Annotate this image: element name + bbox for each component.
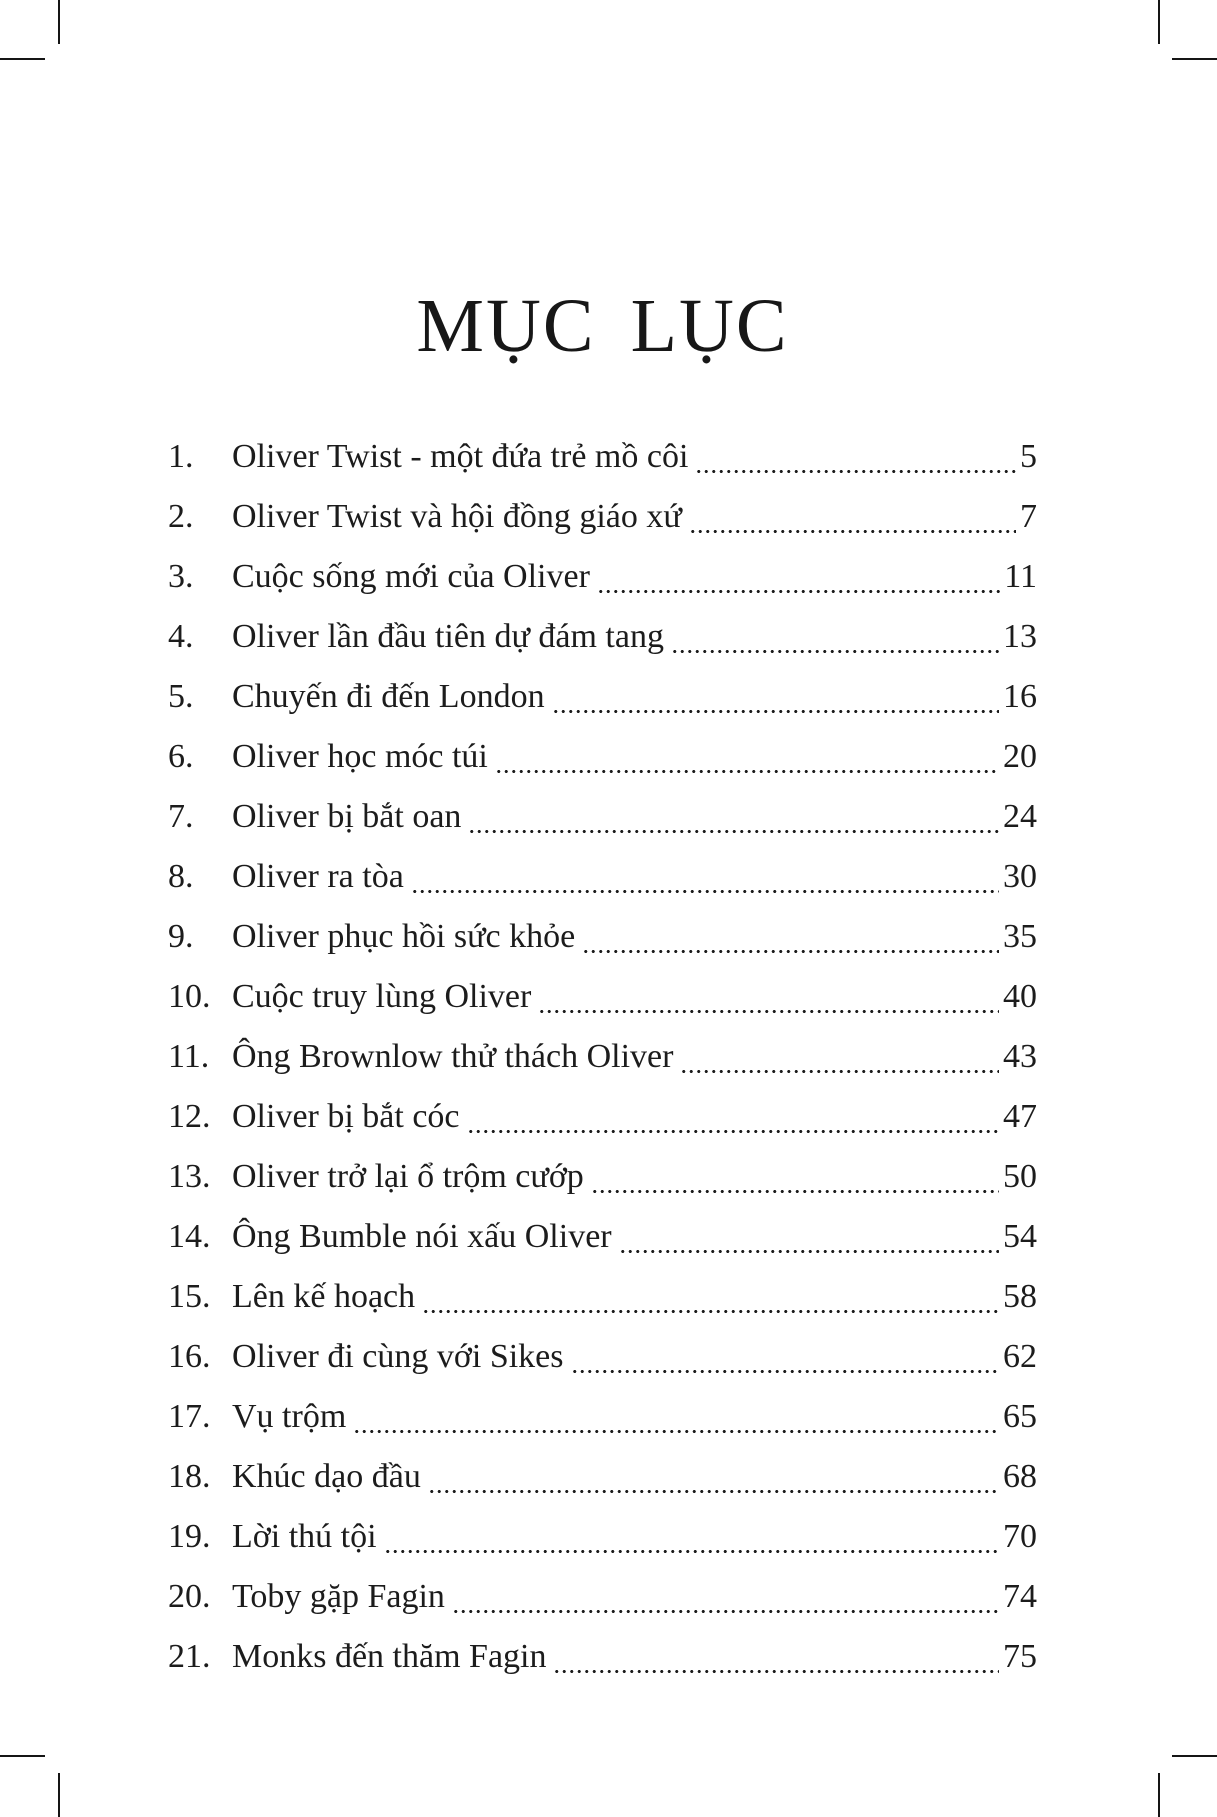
entry-title: Oliver lần đầu tiên dự đám tang (232, 618, 664, 655)
toc-entry (168, 427, 1037, 487)
entry-title: Oliver Twist và hội đồng giáo xứ (232, 498, 682, 535)
entry-page-number: 20 (1003, 738, 1037, 775)
toc-entry (168, 1267, 1037, 1327)
toc-entry (168, 727, 1037, 787)
entry-number: 15. (168, 1278, 211, 1315)
toc-entry (168, 1027, 1037, 1087)
entry-number: 13. (168, 1158, 211, 1195)
crop-mark-top-left-vertical (58, 0, 60, 44)
dot-leader (689, 487, 1016, 547)
entry-title: Oliver Twist - một đứa trẻ mồ côi (232, 438, 689, 475)
entry-title: Oliver đi cùng với Sikes (232, 1338, 564, 1375)
entry-page-number: 74 (1003, 1578, 1037, 1615)
crop-mark-bottom-left-horizontal (0, 1755, 45, 1757)
entry-page-number: 70 (1003, 1518, 1037, 1555)
toc-entry (168, 967, 1037, 1027)
entry-page-number: 65 (1003, 1398, 1037, 1435)
toc-entry (168, 1207, 1037, 1267)
toc-entry (168, 1447, 1037, 1507)
entry-title: Lên kế hoạch (232, 1278, 416, 1315)
entry-title: Khúc dạo đầu (232, 1458, 421, 1495)
entry-title: Oliver học móc túi (232, 738, 488, 775)
dot-leader (384, 1507, 999, 1567)
entry-title: Ông Brownlow thử thách Oliver (232, 1038, 674, 1075)
entry-title: Lời thú tội (232, 1518, 377, 1555)
dot-leader (619, 1207, 999, 1267)
entry-title: Chuyến đi đến London (232, 678, 545, 715)
entry-number: 11. (168, 1038, 210, 1075)
dot-leader (452, 1567, 999, 1627)
entry-title: Oliver trở lại ổ trộm cướp (232, 1158, 584, 1195)
toc-entry (168, 547, 1037, 607)
dot-leader (680, 1027, 999, 1087)
entry-number: 5. (168, 678, 194, 715)
entry-title: Oliver bị bắt oan (232, 798, 462, 835)
entry-title: Ông Bumble nói xấu Oliver (232, 1218, 612, 1255)
toc-entry (168, 1627, 1037, 1687)
entry-title: Monks đến thăm Fagin (232, 1638, 547, 1675)
entry-number: 20. (168, 1578, 211, 1615)
entry-page-number: 7 (1020, 498, 1037, 535)
entry-number: 1. (168, 438, 194, 475)
entry-page-number: 62 (1003, 1338, 1037, 1375)
dot-leader (695, 427, 1016, 487)
dot-leader (552, 667, 999, 727)
entry-page-number: 16 (1003, 678, 1037, 715)
entry-page-number: 35 (1003, 918, 1037, 955)
entry-number: 16. (168, 1338, 211, 1375)
dot-leader (468, 787, 999, 847)
dot-leader (582, 907, 999, 967)
dot-leader (467, 1087, 999, 1147)
entry-number: 18. (168, 1458, 211, 1495)
entry-page-number: 40 (1003, 978, 1037, 1015)
toc-entry (168, 487, 1037, 547)
entry-page-number: 54 (1003, 1218, 1037, 1255)
dot-leader (671, 607, 999, 667)
entry-title: Oliver phục hồi sức khỏe (232, 918, 576, 955)
entry-title: Oliver bị bắt cóc (232, 1098, 460, 1135)
entry-number: 9. (168, 918, 194, 955)
dot-leader (538, 967, 999, 1027)
toc-list (168, 427, 1037, 1687)
dot-leader (422, 1267, 999, 1327)
toc-entry (168, 1147, 1037, 1207)
dot-leader (428, 1447, 999, 1507)
crop-mark-top-right-vertical (1158, 0, 1160, 44)
entry-title: Oliver ra tòa (232, 858, 404, 895)
crop-mark-top-right-horizontal (1172, 58, 1217, 60)
toc-entry (168, 847, 1037, 907)
crop-mark-bottom-right-horizontal (1172, 1755, 1217, 1757)
entry-number: 7. (168, 798, 194, 835)
toc-entry (168, 1507, 1037, 1567)
crop-mark-bottom-right-vertical (1158, 1773, 1160, 1817)
entry-number: 3. (168, 558, 194, 595)
dot-leader (411, 847, 999, 907)
entry-page-number: 24 (1003, 798, 1037, 835)
entry-page-number: 50 (1003, 1158, 1037, 1195)
toc-entry (168, 787, 1037, 847)
entry-page-number: 68 (1003, 1458, 1037, 1495)
entry-page-number: 43 (1003, 1038, 1037, 1075)
dot-leader (591, 1147, 999, 1207)
crop-mark-top-left-horizontal (0, 58, 45, 60)
toc-entry (168, 1387, 1037, 1447)
page-title: MỤC LỤC (416, 284, 789, 368)
toc-entry (168, 907, 1037, 967)
entry-number: 6. (168, 738, 194, 775)
entry-number: 10. (168, 978, 211, 1015)
toc-entry (168, 1567, 1037, 1627)
toc-entry (168, 1327, 1037, 1387)
entry-number: 17. (168, 1398, 211, 1435)
toc-entry (168, 667, 1037, 727)
entry-title: Vụ trộm (232, 1398, 347, 1435)
crop-mark-bottom-left-vertical (58, 1773, 60, 1817)
entry-page-number: 47 (1003, 1098, 1037, 1135)
entry-number: 14. (168, 1218, 211, 1255)
entry-title: Cuộc sống mới của Oliver (232, 558, 590, 595)
entry-page-number: 58 (1003, 1278, 1037, 1315)
entry-page-number: 13 (1003, 618, 1037, 655)
dot-leader (353, 1387, 999, 1447)
entry-title: Cuộc truy lùng Oliver (232, 978, 532, 1015)
entry-number: 21. (168, 1638, 211, 1675)
entry-number: 19. (168, 1518, 211, 1555)
entry-title: Toby gặp Fagin (232, 1578, 445, 1615)
toc-entry (168, 607, 1037, 667)
entry-number: 4. (168, 618, 194, 655)
entry-number: 2. (168, 498, 194, 535)
entry-page-number: 5 (1020, 438, 1037, 475)
dot-leader (495, 727, 999, 787)
dot-leader (571, 1327, 1000, 1387)
toc-entry (168, 1087, 1037, 1147)
entry-number: 8. (168, 858, 194, 895)
dot-leader (597, 547, 1000, 607)
entry-page-number: 11 (1004, 558, 1037, 595)
entry-number: 12. (168, 1098, 211, 1135)
entry-page-number: 75 (1003, 1638, 1037, 1675)
dot-leader (553, 1627, 999, 1687)
entry-page-number: 30 (1003, 858, 1037, 895)
